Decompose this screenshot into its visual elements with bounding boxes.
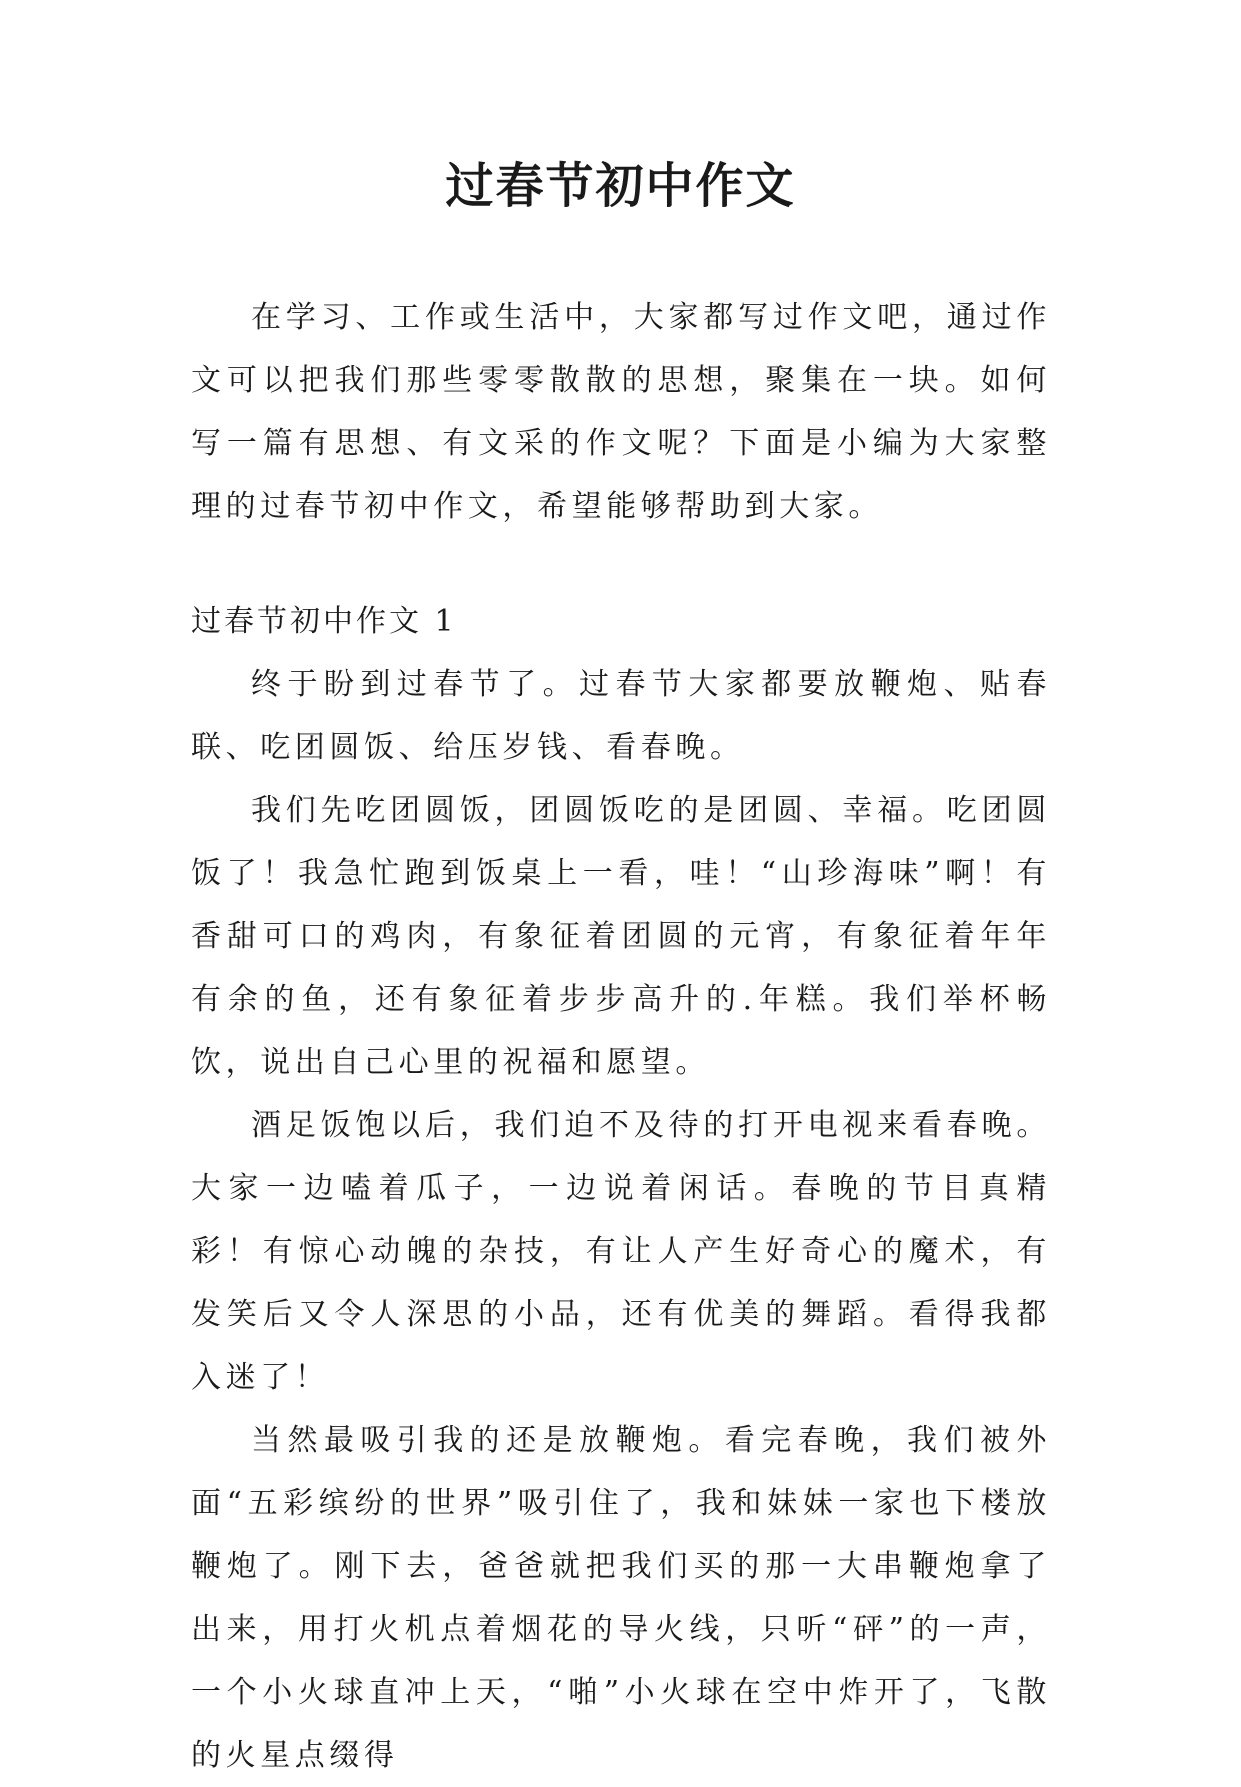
body-paragraph: 终于盼到过春节了。过春节大家都要放鞭炮、贴春联、吃团圆饭、给压岁钱、看春晚。	[191, 667, 1051, 765]
document-body	[191, 286, 1051, 1787]
document-title: 过春节初中作文	[445, 158, 796, 214]
intro-paragraph: 在学习、工作或生活中，大家都写过作文吧，通过作文可以把我们那些零零散散的思想，聚集在一块。如何写一篇有思想、有文采的作文呢？下面是小编为大家整理的过春节初中作文，希望能够帮助到大家。	[191, 300, 1051, 524]
body-paragraph: 我们先吃团圆饭，团圆饭吃的是团圆、幸福。吃团圆饭了！我急忙跑到饭桌上一看，哇！“山珍海味”啊！有香甜可口的鸡肉，有象征着团圆的元宵，有象征着年年有余的鱼，还有象征着步步高升的.年糕。我们举杯畅饮，说出自己心里的祝福和愿望。	[191, 793, 1051, 1080]
body-paragraph: 酒足饭饱以后，我们迫不及待的打开电视来看春晚。大家一边嗑着瓜子，一边说着闲话。春晚的节目真精彩！有惊心动魄的杂技，有让人产生好奇心的魔术，有发笑后又令人深思的小品，还有优美的舞蹈。看得我都入迷了！	[191, 1108, 1051, 1395]
body-paragraph: 当然最吸引我的还是放鞭炮。看完春晚，我们被外面“五彩缤纷的世界”吸引住了，我和妹妹一家也下楼放鞭炮了。刚下去，爸爸就把我们买的那一大串鞭炮拿了出来，用打火机点着烟花的导火线，只听“砰”的一声，一个小火球直冲上天，“啪”小火球在空中炸开了，飞散的火星点缀得	[191, 1423, 1051, 1773]
section-heading: 过春节初中作文 1	[191, 604, 457, 639]
paragraph-spacer	[191, 538, 1051, 590]
